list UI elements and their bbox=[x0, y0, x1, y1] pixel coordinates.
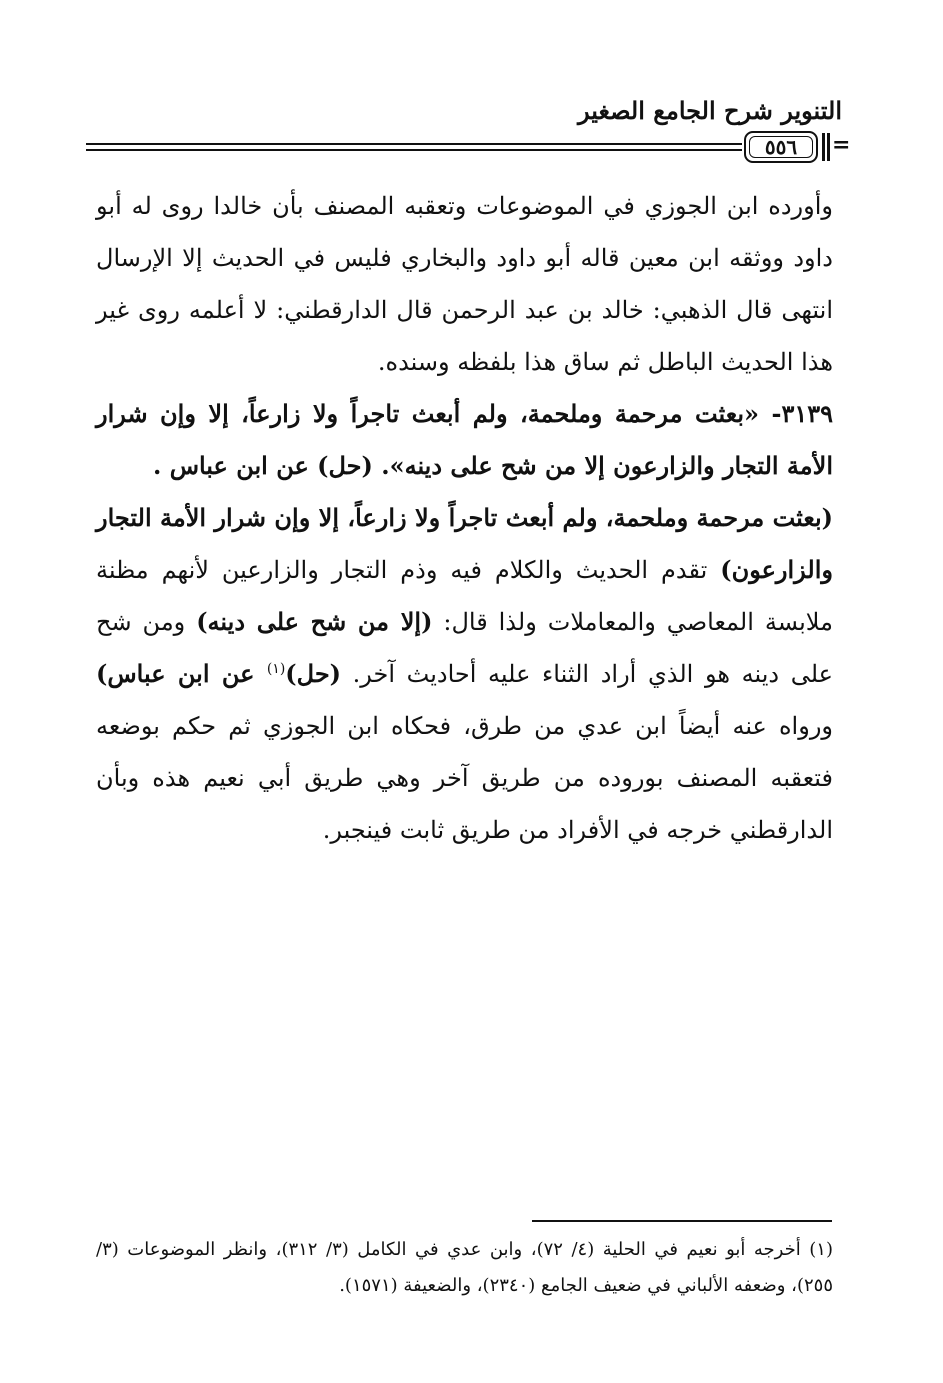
quoted-matn: (بعثت مرحمة وملحمة، ولم أبعث تاجراً ولا زارعاً، إلا وإن شرار الأمة التجار والزارعون) bbox=[96, 503, 833, 584]
paragraph-commentary-1: وأورده ابن الجوزي في الموضوعات وتعقبه المصنف بأن خالدا روى له أبو داود ووثقه ابن معين قاله أبو داود والبخاري فليس في الحديث إلا الإرسال انتهى قال الذهبي: خالد بن عبد الرحمن قال الدارقطني: لا أعلمه روى غير هذا الحديث الباطل ثم ساق هذا بلفظه وسنده. bbox=[96, 192, 833, 376]
badge-bracket-bar bbox=[822, 133, 825, 161]
paragraph-commentary-2 bbox=[96, 492, 833, 856]
quoted-matn: عن ابن عباس) bbox=[96, 659, 267, 688]
commentary-text: تقدم الحديث والكلام فيه وذم التجار والزارعين لأنهم مظنة ملابسة المعاصي والمعاملات ولذا قال: bbox=[96, 556, 833, 636]
hadith-entry-3139: ٣١٣٩- «بعثت مرحمة وملحمة، ولم أبعث تاجراً ولا زارعاً، إلا وإن شرار الأمة التجار والزارعون إلا من شح على دينه». (حل) عن ابن عباس . bbox=[96, 399, 833, 480]
footnote-reference: (١) bbox=[266, 661, 286, 677]
quoted-matn: (إلا من شح على دينه) bbox=[196, 607, 433, 636]
page-number-badge bbox=[744, 131, 818, 163]
badge-bracket-bar bbox=[827, 133, 830, 161]
page-number: ٥٥٦ bbox=[749, 136, 813, 158]
header-rule-top bbox=[86, 143, 742, 145]
body-text bbox=[96, 180, 833, 856]
commentary-text: ورواه عنه أيضاً ابن عدي من طرق، فحكاه ابن الجوزي ثم حكم بوضعه فتعقبه المصنف بوروده من طريق آخر وهي طريق أبي نعيم هذه وبأن الدارقطني خرجه في الأفراد من طريق ثابت فينجبر. bbox=[96, 712, 833, 844]
header-dash: = bbox=[832, 132, 851, 158]
footnote-separator bbox=[532, 1220, 832, 1222]
header-rule-bottom bbox=[86, 149, 742, 151]
commentary-text: ومن شح على دينه هو الذي أراد الثناء عليه أحاديث آخر. bbox=[96, 608, 834, 688]
footnote-1: (١) أخرجه أبو نعيم في الحلية (٤/ ٧٢)، وابن عدي في الكامل (٣/ ٣١٢)، وانظر الموضوعات (٣/ ٢٥٥)، وضعفه الألباني في ضعيف الجامع (٢٣٤٠)، والضعيفة (١٥٧١). bbox=[96, 1239, 833, 1296]
running-title: التنوير شرح الجامع الصغير bbox=[578, 96, 842, 125]
source-abbrev: (حل) bbox=[285, 659, 342, 688]
